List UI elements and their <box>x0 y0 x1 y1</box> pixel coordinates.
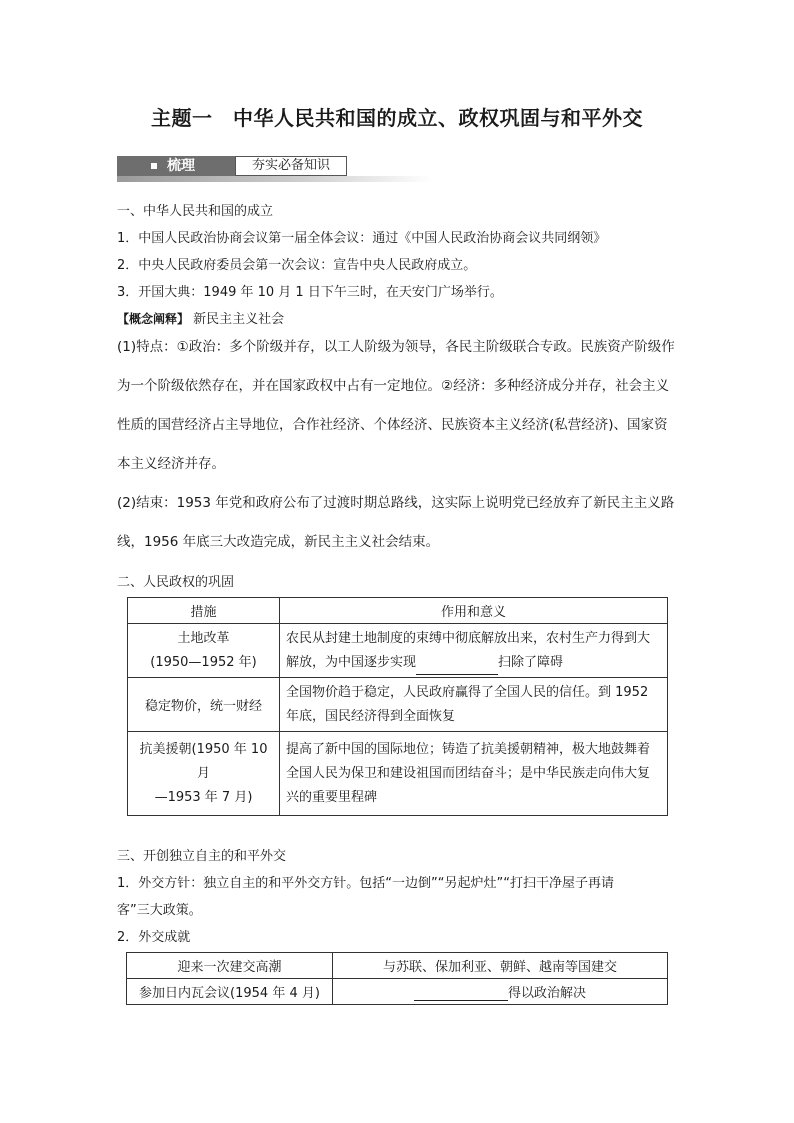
effect-text-end: 扫除了障碍 <box>498 654 564 670</box>
detail-cell: 与苏联、保加利亚、朝鲜、越南等国建交 <box>333 953 668 979</box>
concept-note <box>117 308 284 327</box>
table-row <box>128 678 668 732</box>
paragraph-features: (1)特点：①政治：多个阶级并存，以工人阶级为领导，各民主阶级联合专政。民族资产阶级作为一个阶级依然存在，并在国家政权中占有一定地位。②经济：多种经济成分并存，社会主义性质的国营经济占主导地位，合作社经济、个体经济、民族资本主义经济(私营经济)、国家资本主义经济并存。 <box>117 339 675 472</box>
table-row <box>127 979 668 1005</box>
column-header-measure: 措施 <box>128 598 280 624</box>
effect-text: 农民从封建土地制度的束缚中彻底解放出来，农村生产力得到大解放，为中国逐步实现 <box>286 630 651 670</box>
diplomacy-item-1-line-2: 客”三大政策。 <box>117 903 202 918</box>
section-heading-founding: 一、中华人民共和国的成立 <box>117 204 274 219</box>
effect-cell: 提高了新中国的国际地位；铸造了抗美援朝精神，极大地鼓舞着全国人民为保卫和建设祖国而团结奋斗；是中华民族走向伟大复兴的重要里程碑 <box>280 732 668 816</box>
page-title: 主题一 中华人民共和国的成立、政权巩固与和平外交 <box>151 106 643 130</box>
consolidation-table <box>127 597 668 816</box>
table-header-row <box>128 598 668 624</box>
measure-cell <box>128 624 280 678</box>
table-row <box>127 953 668 979</box>
banner-label-block <box>117 156 235 176</box>
section-banner <box>117 156 432 182</box>
founding-item-2: 2．中央人民政府委员会第一次会议：宣告中央人民政府成立。 <box>117 258 477 273</box>
concept-body <box>117 328 679 562</box>
fill-in-blank <box>416 660 498 675</box>
section-heading-diplomacy: 三、开创独立自主的和平外交 <box>117 849 287 864</box>
diplomacy-table <box>126 952 668 1005</box>
achievement-cell: 参加日内瓦会议(1954 年 4 月) <box>127 979 333 1005</box>
diplomacy-item-1-line-1: 1．外交方针：独立自主的和平外交方针。包括“一边倒”“另起炉灶”“打扫干净屋子再请 <box>117 876 614 891</box>
achievement-cell: 迎来一次建交高潮 <box>127 953 333 979</box>
measure-name: 抗美援朝(1950 年 10 月 <box>139 741 268 781</box>
concept-tag: 【概念阐释】 <box>117 312 190 326</box>
banner-subtitle: 夯实必备知识 <box>235 156 347 176</box>
section-heading-consolidation: 二、人民政权的巩固 <box>117 575 235 590</box>
founding-item-3: 3．开国大典：1949 年 10 月 1 日下午三时，在天安门广场举行。 <box>117 285 503 300</box>
concept-title: 新民主主义社会 <box>193 312 285 327</box>
square-bullet-icon <box>151 163 157 169</box>
column-header-effect: 作用和意义 <box>280 598 668 624</box>
founding-item-1: 1．中国人民政治协商会议第一届全体会议：通过《中国人民政治协商会议共同纲领》 <box>117 231 607 246</box>
effect-cell <box>280 624 668 678</box>
table-row <box>128 732 668 816</box>
effect-cell: 全国物价趋于稳定，人民政府赢得了全国人民的信任。到 1952 年底，国民经济得到全面恢复 <box>280 678 668 732</box>
diplomacy-item-2: 2．外交成就 <box>117 930 191 945</box>
measure-period: (1950—1952 年) <box>150 654 257 670</box>
detail-cell <box>333 979 668 1005</box>
measure-cell: 稳定物价，统一财经 <box>128 678 280 732</box>
table-row <box>128 624 668 678</box>
fill-in-blank <box>414 986 508 1001</box>
detail-text: 得以政治解决 <box>507 986 586 1001</box>
banner-underline <box>117 176 432 182</box>
measure-cell <box>128 732 280 816</box>
banner-label: 梳理 <box>167 158 195 174</box>
measure-name: 土地改革 <box>177 630 230 646</box>
paragraph-end: (2)结束：1953 年党和政府公布了过渡时期总路线，这实际上说明党已经放弃了新民主主义路线，1956 年底三大改造完成，新民主主义社会结束。 <box>117 495 675 550</box>
measure-period: —1953 年 7 月) <box>154 789 253 805</box>
